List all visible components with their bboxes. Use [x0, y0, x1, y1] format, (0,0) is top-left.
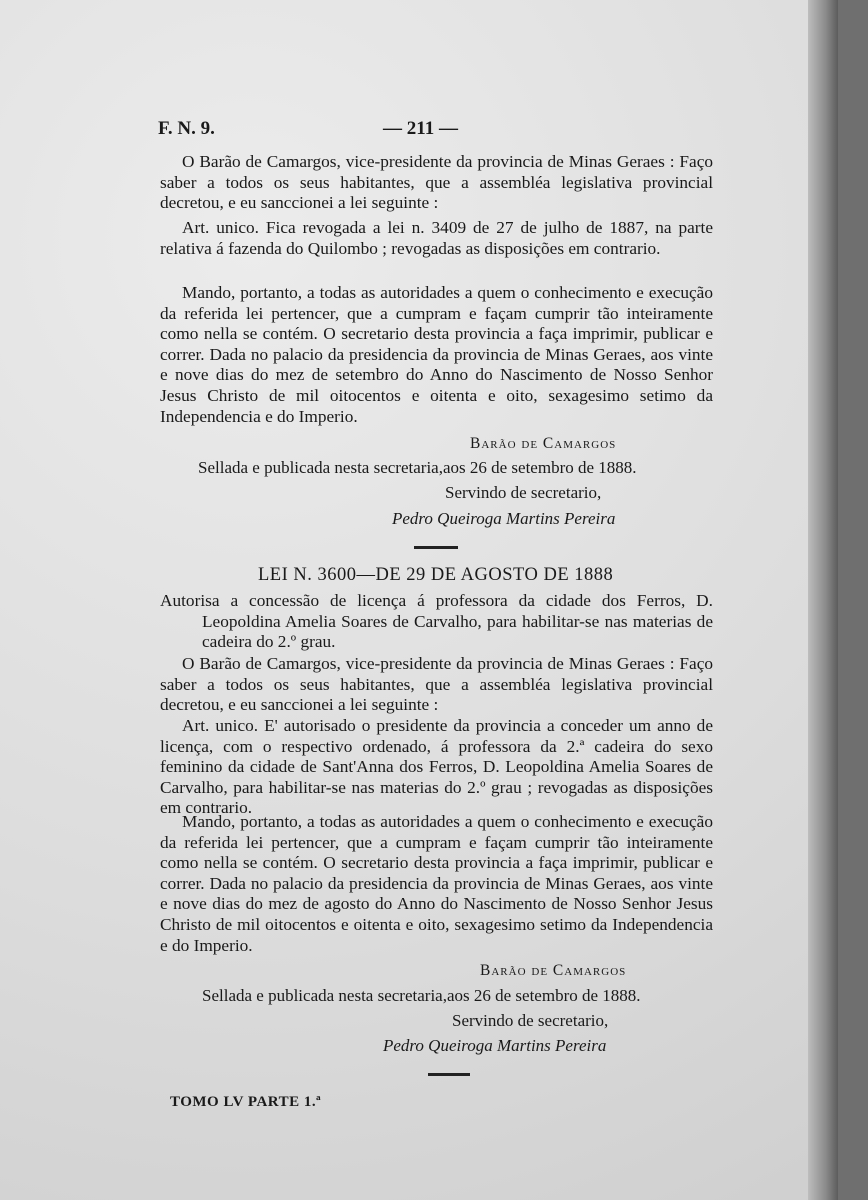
law1-mando-block: [160, 283, 713, 427]
volume-footer: TOMO LV PARTE 1.ª: [170, 1094, 322, 1110]
law2-article-block: [160, 716, 713, 819]
law2-title: LEI N. 3600—DE 29 DE AGOSTO DE 1888: [258, 565, 614, 585]
law2-summary: Autorisa a concessão de licença á professora da cidade dos Ferros, D. Leopoldina Amelia Soares de Carvalho, para habilitar-se nas materias de cadeira do 2.º grau.: [160, 591, 713, 652]
law1-sealed: Sellada e publicada nesta secretaria,aos 26 de setembro de 1888.: [198, 458, 637, 477]
law2-preamble: O Barão de Camargos, vice-presidente da provincia de Minas Geraes : Faço saber a todos os seus habitantes, que a assembléa legislativa provincial decretou, e eu sanccionei a lei seguinte :: [160, 654, 713, 715]
law1-preamble: O Barão de Camargos, vice-presidente da provincia de Minas Geraes : Faço saber a todos os seus habitantes, que a assembléa legislativa provincial decretou, e eu sanccionei a lei seguinte :: [160, 152, 713, 213]
law2-sealed: Sellada e publicada nesta secretaria,aos 26 de setembro de 1888.: [202, 986, 641, 1005]
law1-signatory: Barão de Camargos: [470, 435, 617, 452]
law1-secretary: Pedro Queiroga Martins Pereira: [392, 509, 616, 528]
separator-rule-2: [428, 1073, 470, 1076]
law1-article-block: [160, 218, 713, 259]
law2-article: Art. unico. E' autorisado o presidente da provincia a conceder um anno de licença, com o respectivo ordenado, á professora da 2.ª cadeira do sexo feminino da cidade de Sant'Anna dos Ferros, D. Leopoldina Amelia Soares de Carvalho, para habilitar-se nas materias do 2.º grau ; revogadas as disposições em contrario.: [160, 716, 713, 818]
folio-mark: F. N. 9.: [158, 118, 215, 139]
law2-mando-block: [160, 812, 713, 956]
law1-serving: Servindo de secretario,: [445, 483, 602, 502]
law2-mando: Mando, portanto, a todas as autoridades a quem o conhecimento e execução da referida lei pertencer, que a cumpram e façam cumprir tão inteiramente como nella se contém. O secretario desta provincia a faça imprimir, publicar e correr. Dada no palacio da presidencia da provincia de Minas Geraes, aos vinte e nove dias do mez de agosto do Anno do Nascimento de Nosso Senhor Jesus Christo de mil oitocentos e oitenta e oito, sexagesimo setimo da Independencia e do Imperio.: [160, 812, 713, 955]
law1-mando: Mando, portanto, a todas as autoridades a quem o conhecimento e execução da referida lei pertencer, que a cumpram e façam cumprir tão inteiramente como nella se contém. O secretario desta provincia a faça imprimir, publicar e correr. Dada no palacio da presidencia da provincia de Minas Geraes, aos vinte e nove dias do mez de setembro do Anno do Nascimento de Nosso Senhor Jesus Christo de mil oitocentos e oitenta e oito, sexagesimo setimo da Independencia e do Imperio.: [160, 283, 713, 426]
page-edge-shadow: [808, 0, 838, 1200]
law2-signatory: Barão de Camargos: [480, 962, 627, 979]
law2-summary-block: [160, 591, 713, 653]
law1-article: Art. unico. Fica revogada a lei n. 3409 de 27 de julho de 1887, na parte relativa á fazenda do Quilombo ; revogadas as disposições em contrario.: [160, 218, 713, 258]
law2-serving: Servindo de secretario,: [452, 1011, 609, 1030]
page-header: [158, 118, 718, 142]
page-number: — 211 —: [383, 118, 458, 139]
law2-secretary: Pedro Queiroga Martins Pereira: [383, 1036, 607, 1055]
law1-preamble-block: [160, 152, 713, 214]
law2-preamble-block: [160, 654, 713, 716]
separator-rule: [414, 546, 458, 549]
